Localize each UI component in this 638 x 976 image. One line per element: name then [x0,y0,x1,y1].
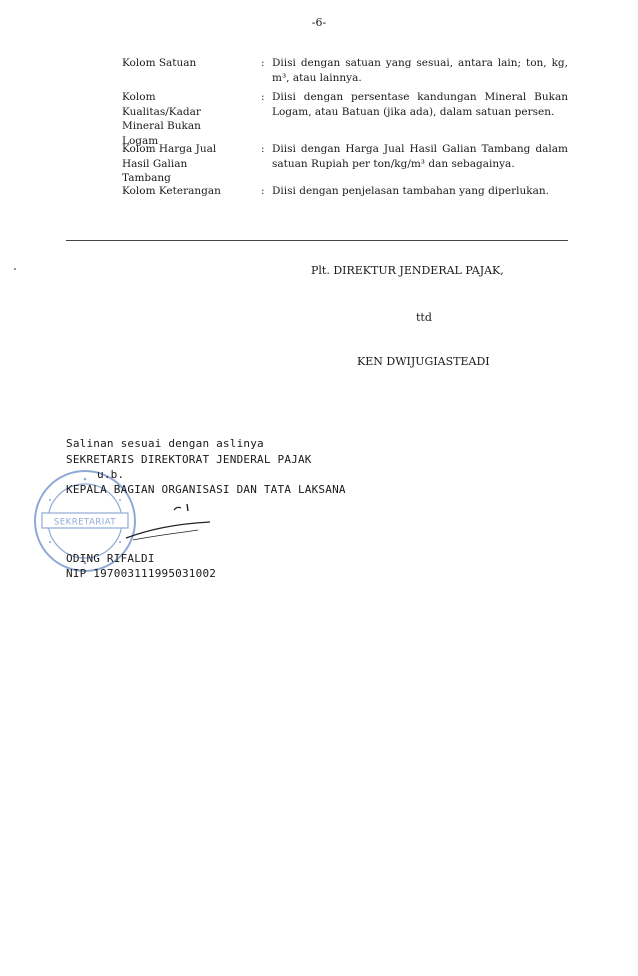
definition-term [122,184,252,199]
copy-certification-position: KEPALA BAGIAN ORGANISASI DAN TATA LAKSANA [66,483,346,496]
definition-colon: : [261,57,265,69]
definition-term [122,90,252,148]
term-line: Kolom Keterangan [122,185,221,197]
page-number: -6- [311,16,327,29]
term-line: Kualitas/Kadar [122,105,201,118]
definition-description: Diisi dengan satuan yang sesuai, antara lain; ton, kg, m³, atau lainnya. [272,57,568,84]
copy-certification-ub: u.b. [97,468,125,481]
term-line: Kolom [122,91,156,103]
definition-colon: : [261,185,265,197]
definition-term [122,56,252,71]
copy-certification-name: ODING RIFALDI [66,552,155,565]
handwritten-signature [118,500,218,545]
definition-row-keterangan [122,184,568,214]
signatory-position: Plt. DIREKTUR JENDERAL PAJAK, [311,264,504,277]
definition-row-harga-jual [122,142,568,186]
horizontal-divider [66,240,568,241]
definition-term [122,142,252,186]
term-line: Kolom Harga Jual [122,143,217,155]
copy-certification-line: Salinan sesuai dengan aslinya [66,437,264,450]
signatory-name: KEN DWIJUGIASTEADI [357,355,490,368]
term-line: Kolom Satuan [122,57,197,69]
definition-colon: : [261,143,265,155]
term-line: Tambang [122,172,171,184]
signatory-ttd: ttd [416,311,432,324]
term-line: Mineral Bukan [122,120,201,132]
definition-colon: : [261,91,265,103]
scan-dot [14,268,16,270]
definition-row-satuan [122,56,568,86]
copy-certification-nip: NIP 197003111995031002 [66,567,217,580]
definition-description: Diisi dengan Harga Jual Hasil Galian Tambang dalam satuan Rupiah per ton/kg/m³ dan sebagainya. [272,143,568,170]
term-line: Logam [122,134,159,147]
copy-certification-office: SEKRETARIS DIREKTORAT JENDERAL PAJAK [66,453,312,466]
definition-description: Diisi dengan persentase kandungan Mineral Bukan Logam, atau Batuan (jika ada), dalam satuan persen. [272,91,568,118]
definition-description: Diisi dengan penjelasan tambahan yang diperlukan. [272,185,549,197]
term-line: Hasil Galian [122,157,188,170]
definition-row-kualitas [122,90,568,150]
stamp-label: SEKRETARIAT [53,517,117,528]
